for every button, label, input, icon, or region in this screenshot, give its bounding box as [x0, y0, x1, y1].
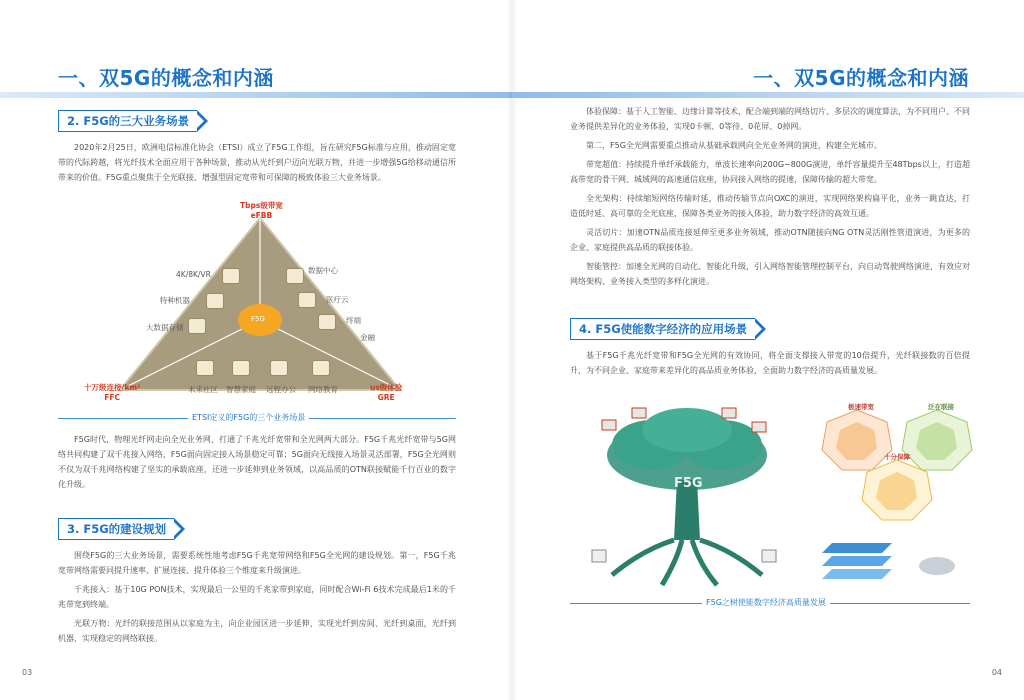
header-bar [0, 92, 512, 98]
scenario-label: 数据中心 [308, 266, 338, 275]
scenario-label: 医疗云 [326, 295, 349, 304]
triangle-center-label: F5G [251, 315, 265, 323]
radar-title: 十分保障 [884, 453, 910, 461]
radar-title: 极速带宽 [848, 403, 874, 411]
section-2-paragraph: 2020年2月25日，欧洲电信标准化协会（ETSI）成立了F5G工作组，旨在研究F5G标准与应用，推动固定宽带的代际跨越，将光纤技术全面应用于各种场景，推动从光纤到户迈向光联万物，并进一步增强5G给移动通信所带来的价值。F5G重点聚焦于全光联接、增强型固定宽带和可保障的极致体验三大业务场景。 [58, 143, 456, 182]
section-4-paragraph: 基于F5G千兆光纤宽带和F5G全光网的有效协同，将全面支撑接入带宽的10倍提升，光纤联接数的百倍提升，为不同企业、家庭带来差异化的高品质业务体验，全面助力数字经济的高质量发展。 [570, 351, 970, 375]
f5g-era-paragraph: F5G时代，物理光纤网走向全光业务网，打通了千兆光纤宽带和全光网两大部分。F5G千兆光纤宽带与5G网络共同构建了双千兆接入网络，F5G面向固定接入场景稳定可靠；5G面向无线接入场景灵活部署，F5G全光网则不仅为双千兆网络构建了坚实的承载底座，还进一步延伸到业务领域，以高品质的OTN联接赋能千行百业的数字化升级。 [58, 435, 456, 489]
community-icon [196, 360, 214, 376]
terminal-icon [318, 314, 336, 330]
radar-title: 泛在联接 [928, 403, 954, 411]
scenario-label: 未来社区 [188, 385, 218, 394]
medical-icon [298, 292, 316, 308]
section-3-paragraphs: 围绕F5G的三大业务场景，需要系统性地考虑F5G千兆宽带网络和F5G全光网的建设规划。第一，F5G千兆宽带网络需要同提升速率、扩展连接、提升体验三个维度来升级演进。 千兆接入：基于10G PON技术，实现最后一公里的千兆家带到家庭，同时配合Wi-Fi 6技术完成最后1米的千兆带宽到终端。 光联万物：光纤的联接范围从以家庭为主，向企业园区进一步延伸，实现光纤到房间、光纤到桌面，光纤到机器，实现稳定的网络联接。 [58, 551, 456, 643]
remote-office-icon [270, 360, 288, 376]
tree-trunk-label: F5G [674, 476, 703, 491]
radar-charts [812, 400, 982, 530]
page-header-title: 一、双5G的概念和内涵 [58, 66, 274, 90]
data-center-icon [286, 268, 304, 284]
scenario-label: 大数据存储 [146, 323, 184, 332]
figure-caption: F5G之树使能数字经济高质量发展 [702, 597, 830, 608]
figure-caption: ETSI定义的F5G的三个业务场景 [188, 412, 309, 423]
scenario-label: 金融 [360, 333, 375, 342]
page-number: 04 [991, 668, 1002, 677]
header-bar [512, 92, 1024, 98]
scenario-label: 终端 [346, 316, 361, 325]
business-scenario-triangle [110, 210, 410, 400]
scenario-label: 远程办公 [266, 385, 296, 394]
network-layers-graphic [817, 538, 977, 588]
page-number: 03 [22, 668, 33, 677]
scenario-label: 网络教育 [308, 385, 338, 394]
f5g-tree-illustration [582, 400, 792, 590]
right-page [512, 0, 1024, 700]
section-4-title: 4. F5G使能数字经济的应用场景 [570, 318, 755, 340]
section-3-title: 3. F5G的建设规划 [58, 518, 174, 540]
section-3-heading [58, 518, 185, 540]
camera-icon [188, 318, 206, 334]
smart-home-icon [232, 360, 250, 376]
chevron-right-icon [197, 110, 208, 132]
chevron-right-icon [174, 518, 185, 540]
page-header-title: 一、双5G的概念和内涵 [753, 66, 969, 90]
top-corner-label: Tbps级带宽 eFBB [240, 201, 283, 220]
online-education-icon [312, 360, 330, 376]
left-corner-label: 十万级连接/km² FFC [84, 383, 141, 402]
right-corner-label: us级体验 GRE [370, 383, 403, 402]
chevron-right-icon [755, 318, 766, 340]
section-4-heading [570, 318, 766, 340]
right-body-text: 体验保障：基于人工智能、边缘计算等技术，配合端到端的网络切片、多层次的调度算法，为不同用户、不同业务提供差异化的业务体验，实现0卡顿、0等待、0花屏、0掉网。 第二，F5G全光网需要重点推动从基础承载网向全光业务网的演进，构建全光城市。 带宽超值：持续提升单纤承载能力，单波长速率向200G~800G演进，单纤容量提升至48Tbps以上，打造超高带宽的骨干网、城域网的高速通信底座，协同接入网络的提速，保障传输的超大带宽。 全光架构：持续缩短网络传输时延，推动传输节点向OXC的演进，实现网络架构扁平化，业务一跳直达，打造低时延、高可靠的全光底座，保障各类业务的接入体验，助力数字经济的高效互通。 灵活切片：加速OTN品质连接延伸至更多业务领域，推动OTN随接向NG OTN灵活刚性管道演进，为更多的企业、家庭提供高品质的联接体验。 智能管控：加速全光网的自动化、智能化升级，引入网络智能管理控制平台，向自动驾驶网络演进，有效应对网络架构、业务接入类型的多样化演进。 [570, 107, 970, 286]
vr-headset-icon [222, 268, 240, 284]
scenario-label: 4K/8K/VR [176, 270, 211, 279]
section-2-heading [58, 110, 208, 132]
section-2-title: 2. F5G的三大业务场景 [58, 110, 197, 132]
robot-icon [206, 293, 224, 309]
scenario-label: 特种机器 [160, 296, 190, 305]
scenario-label: 智慧家庭 [226, 385, 256, 394]
